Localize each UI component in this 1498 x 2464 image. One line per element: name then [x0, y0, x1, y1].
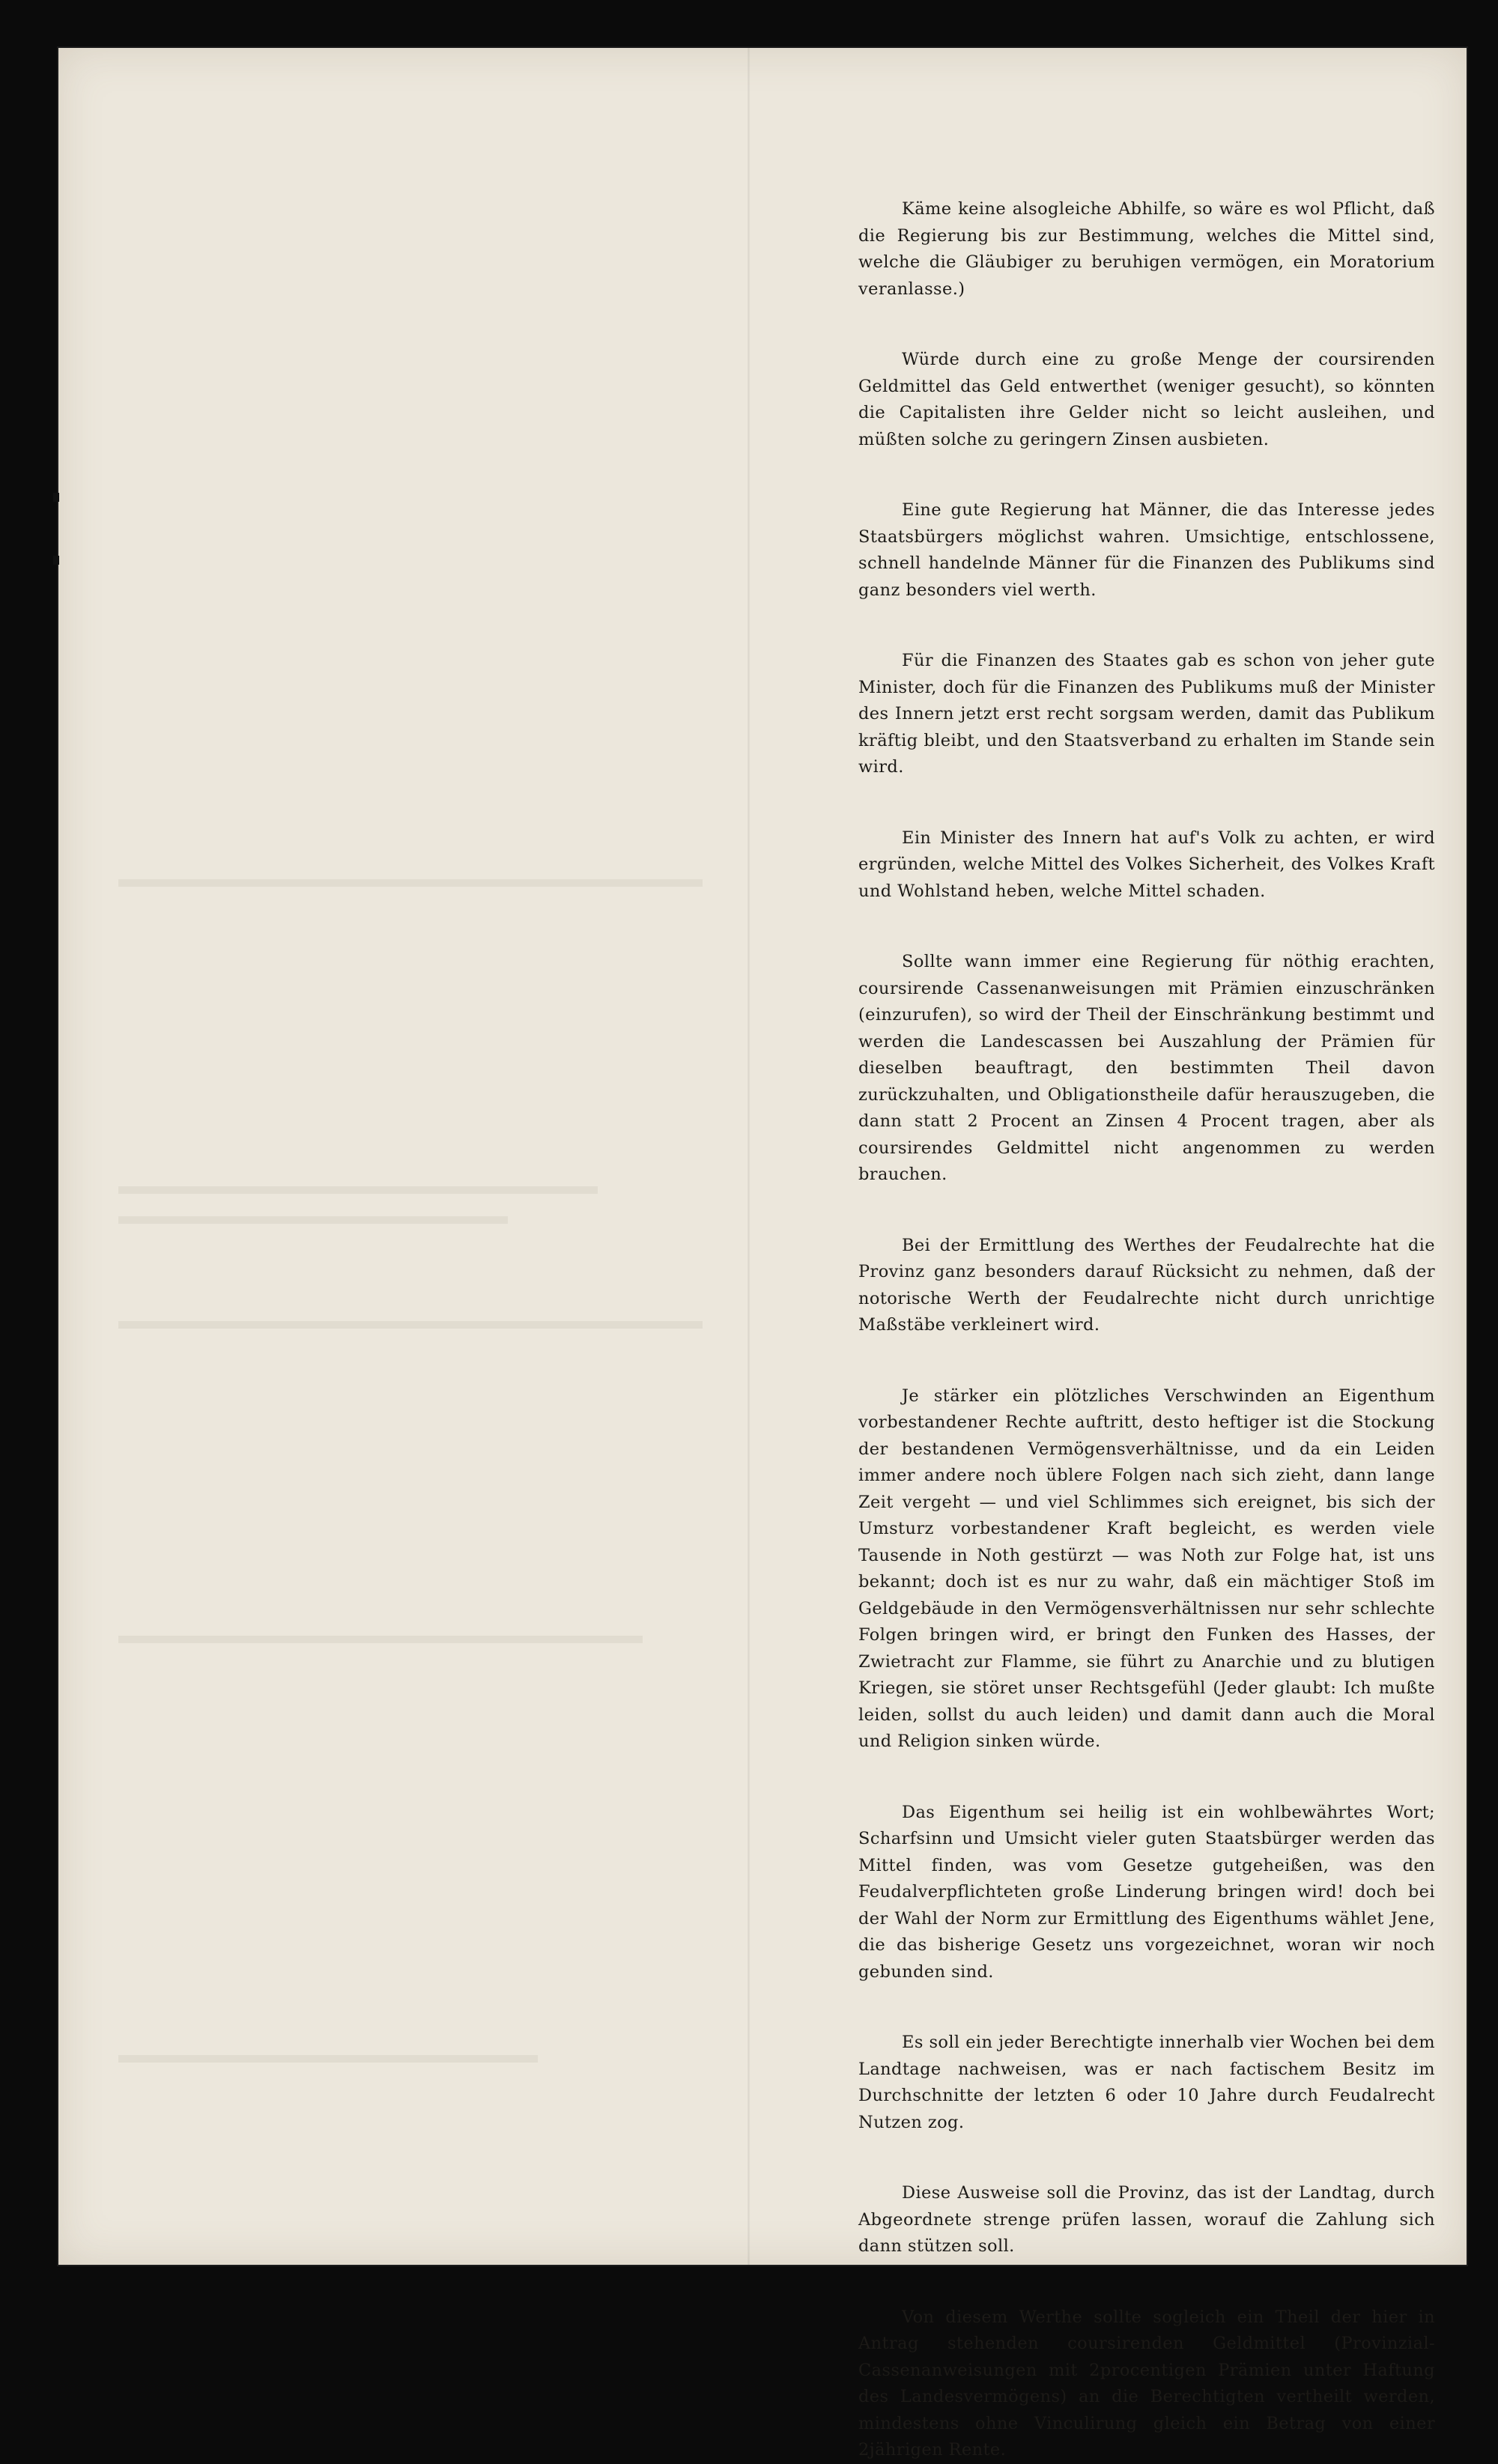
- paragraph: Eine gute Regierung hat Männer, die das Interesse jedes Staatsbürgers möglichst wahren. Umsichtige, entschlossene, schnell handelnde Männer für die Finanzen des Publikums sind ganz besonders viel werth.: [858, 500, 1435, 600]
- paragraph: Käme keine alsogleiche Abhilfe, so wäre es wol Pflicht, daß die Regierung bis zur Bestimmung, welches die Mittel sind, welche die Gläubiger zu beruhigen vermögen, ein Moratorium veranlasse.): [858, 199, 1435, 299]
- paragraph: Sollte wann immer eine Regierung für nöthig erachten, coursirende Cassenanweisungen mit Prämien einzuschränken (einzurufen), so wird der Theil der Einschränkung bestimmt und werden die Landescassen bei Auszahlung der Prämien für dieselben beauftragt, den bestimmten Theil davon zurückzuhalten, und Obligationstheile dafür herauszugeben, die dann statt 2 Procent an Zinsen 4 Procent tragen, aber als coursirendes Geldmittel nicht angenommen zu werden brauchen.: [858, 952, 1435, 1184]
- paragraph: Es soll ein jeder Berechtigte innerhalb vier Wochen bei dem Landtage nachweisen, was er nach factischem Besitz im Durchschnitte der letzten 6 oder 10 Jahre durch Feudalrecht Nutzen zog.: [858, 2033, 1435, 2132]
- document-page: [58, 48, 1467, 2460]
- show-through-mark: [118, 1321, 703, 1329]
- paragraph: Für die Finanzen des Staates gab es schon von jeher gute Minister, doch für die Finanzen des Publikums muß der Minister des Innern jetzt erst recht sorgsam werden, damit das Publikum kräftig bleibt, und den Staatsverband zu erhalten im Stande sein wird.: [858, 651, 1435, 777]
- paragraph: Ein Minister des Innern hat auf's Volk zu achten, er wird ergründen, welche Mittel des Volkes Sicherheit, des Volkes Kraft und Wohlstand heben, welche Mittel schaden.: [858, 828, 1435, 901]
- show-through-mark: [118, 2055, 538, 2063]
- paragraph: Das Eigenthum sei heilig ist ein wohlbewährtes Wort; Scharfsinn und Umsicht vieler guten Staatsbürger werden das Mittel finden, was vom Gesetze gutgeheißen, was den Feudalverpflichteten große Linderung bringen wird! doch bei der Wahl der Norm zur Ermittlung des Eigenthums wählet Jene, die das bisherige Gesetz uns vorgezeichnet, woran wir noch gebunden sind.: [858, 1802, 1435, 1982]
- show-through-mark: [118, 1186, 598, 1194]
- show-through-mark: [118, 879, 703, 887]
- paragraph: Von diesem Werthe sollte sogleich ein Theil der hier in Antrag stehenden coursirenden Geldmittel (Provinzial-Cassenanweisungen mit 2procentigen Prämien unter Haftung des Landesvermögens) an die Berechtigten vertheilt werden, mindestens ohne Vinculirung gleich ein Betrag von einer 2jährigen Rente.: [858, 2307, 1435, 2460]
- paragraph: Diese Ausweise soll die Provinz, das ist der Landtag, durch Abgeordnete strenge prüfen lassen, worauf die Zahlung sich dann stützen soll.: [858, 2183, 1435, 2256]
- show-through-mark: [118, 1636, 643, 1643]
- paragraph: Je stärker ein plötzliches Verschwinden an Eigenthum vorbestandener Rechte auftritt, desto heftiger ist die Stockung der bestandenen Vermögensverhältnisse, und da ein Leiden immer andere noch üblere Folgen nach sich zieht, dann lange Zeit vergeht — und viel Schlimmes sich ereignet, bis sich der Umsturz vorbestandener Kraft begleicht, es werden viele Tausende in Noth gestürzt — was Noth zur Folge hat, ist uns bekannt; doch ist es nur zu wahr, daß ein mächtiger Stoß im Geldgebäude in den Vermögensverhältnissen nur sehr schlechte Folgen bringen wird, er bringt den Funken des Hasses, der Zwietracht zur Flamme, sie führt zu Anarchie und zu blutigen Kriegen, sie störet unser Rechtsgefühl (Jeder glaubt: Ich mußte leiden, sollst du auch leiden) und damit dann auch die Moral und Religion sinken würde.: [858, 1386, 1435, 1751]
- paragraph: Würde durch eine zu große Menge der coursirenden Geldmittel das Geld entwerthet (weniger gesucht), so könnten die Capitalisten ihre Gelder nicht so leicht ausleihen, und müßten solche zu geringern Zinsen ausbieten.: [858, 350, 1435, 449]
- show-through-mark: [118, 1216, 508, 1224]
- page-fold-line: [748, 48, 750, 2265]
- scan-edge-mark: [53, 556, 59, 565]
- paragraph: Bei der Ermittlung des Werthes der Feudalrechte hat die Provinz ganz besonders darauf Rücksicht zu nehmen, daß der notorische Werth der Feudalrechte nicht durch unrichtige Maßstäbe verkleinert wird.: [858, 1235, 1435, 1335]
- scan-edge-mark: [53, 493, 59, 502]
- text-column: [858, 196, 1435, 2464]
